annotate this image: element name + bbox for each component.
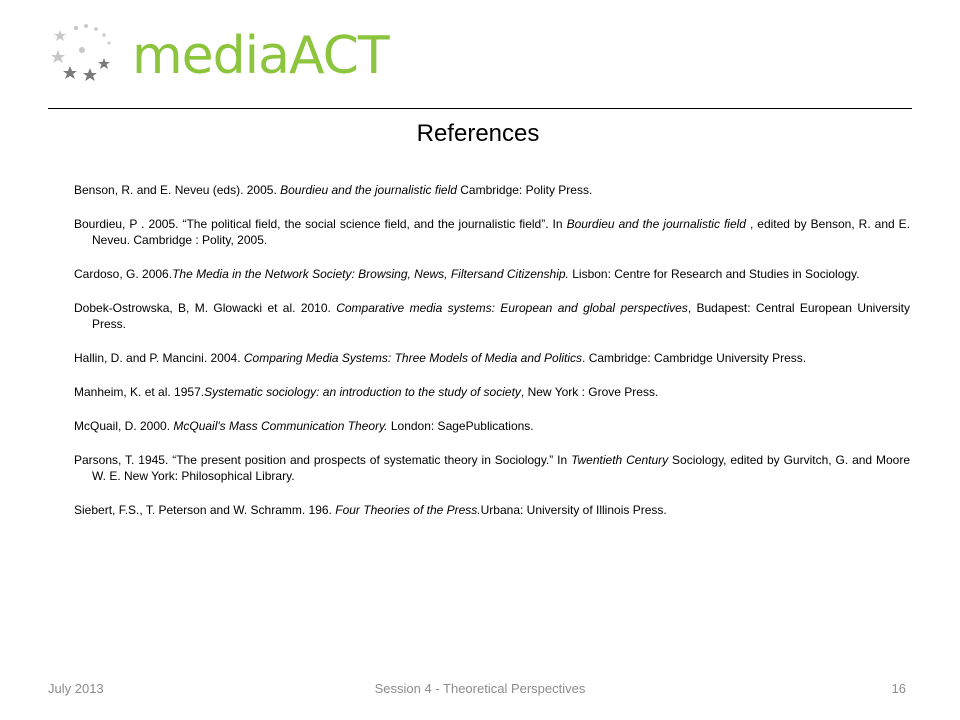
reference-title: Bourdieu and the journalistic field [566, 217, 746, 231]
reference-title: Systematic sociology: an introduction to the study of society [204, 385, 521, 399]
reference-title: The Media in the Network Society: Browsing, News, Filtersand Citizenship. [172, 267, 569, 281]
reference-title: Twentieth Century [571, 453, 669, 467]
reference-text: Hallin, D. and P. Mancini. 2004. [74, 351, 244, 365]
reference-text: Sociology, edited by Gurvitch, G. and Moore W. E. New York: Philosophical Library. [92, 453, 910, 483]
reference-text: , edited by Benson, R. and E. Neveu. Cambridge : Polity, 2005. [92, 217, 911, 247]
reference-text: Lisbon: Centre for Research and Studies in Sociology. [568, 267, 860, 281]
logo-wordmark: mediaACT [132, 26, 389, 86]
reference-list [74, 182, 910, 536]
reference-item [74, 502, 910, 518]
reference-text: Cambridge: Polity Press. [456, 183, 593, 197]
reference-item [74, 452, 910, 484]
reference-title: Comparing Media Systems: Three Models of Media and Politics [243, 351, 583, 365]
reference-title: Four Theories of the Press. [335, 503, 481, 517]
reference-title: Bourdieu and the journalistic field [280, 183, 457, 197]
reference-item [74, 418, 910, 434]
reference-text: Manheim, K. et al. 1957. [74, 385, 205, 399]
page-number: 16 [891, 681, 906, 696]
reference-text: , New York : Grove Press. [520, 385, 659, 399]
header-divider [48, 108, 912, 109]
reference-text: . Cambridge: Cambridge University Press. [582, 351, 807, 365]
reference-text: Urbana: University of Illinois Press. [480, 503, 667, 517]
reference-item [74, 182, 910, 198]
reference-text: Cardoso, G. 2006. [74, 267, 173, 281]
slide-title: References [416, 120, 540, 147]
reference-title: Comparative media systems: European and global perspectives [336, 301, 688, 315]
reference-item [74, 350, 910, 366]
reference-item [74, 300, 910, 332]
reference-text: McQuail, D. 2000. [74, 419, 174, 433]
mediaact-logo [46, 20, 406, 90]
reference-item [74, 384, 910, 400]
reference-text: Dobek-Ostrowska, B, M. Glowacki et al. 2010. [74, 301, 337, 315]
reference-text: , Budapest: Central European University Press. [92, 301, 910, 331]
reference-text: London: SagePublications. [387, 419, 534, 433]
reference-text: Bourdieu, P . 2005. “The political field, the social science field, and the journalistic field”. In [74, 217, 567, 231]
footer-session: Session 4 - Theoretical Perspectives [374, 681, 586, 696]
reference-text: Benson, R. and E. Neveu (eds). 2005. [74, 183, 281, 197]
footer-date: July 2013 [48, 681, 104, 696]
reference-text: Siebert, F.S., T. Peterson and W. Schramm. 196. [74, 503, 336, 517]
reference-text: Parsons, T. 1945. “The present position and prospects of systematic theory in Sociology.” In [74, 453, 572, 467]
reference-item [74, 216, 910, 248]
reference-item [74, 266, 910, 282]
stars-icon [46, 20, 126, 84]
reference-title: McQuail's Mass Communication Theory. [173, 419, 388, 433]
